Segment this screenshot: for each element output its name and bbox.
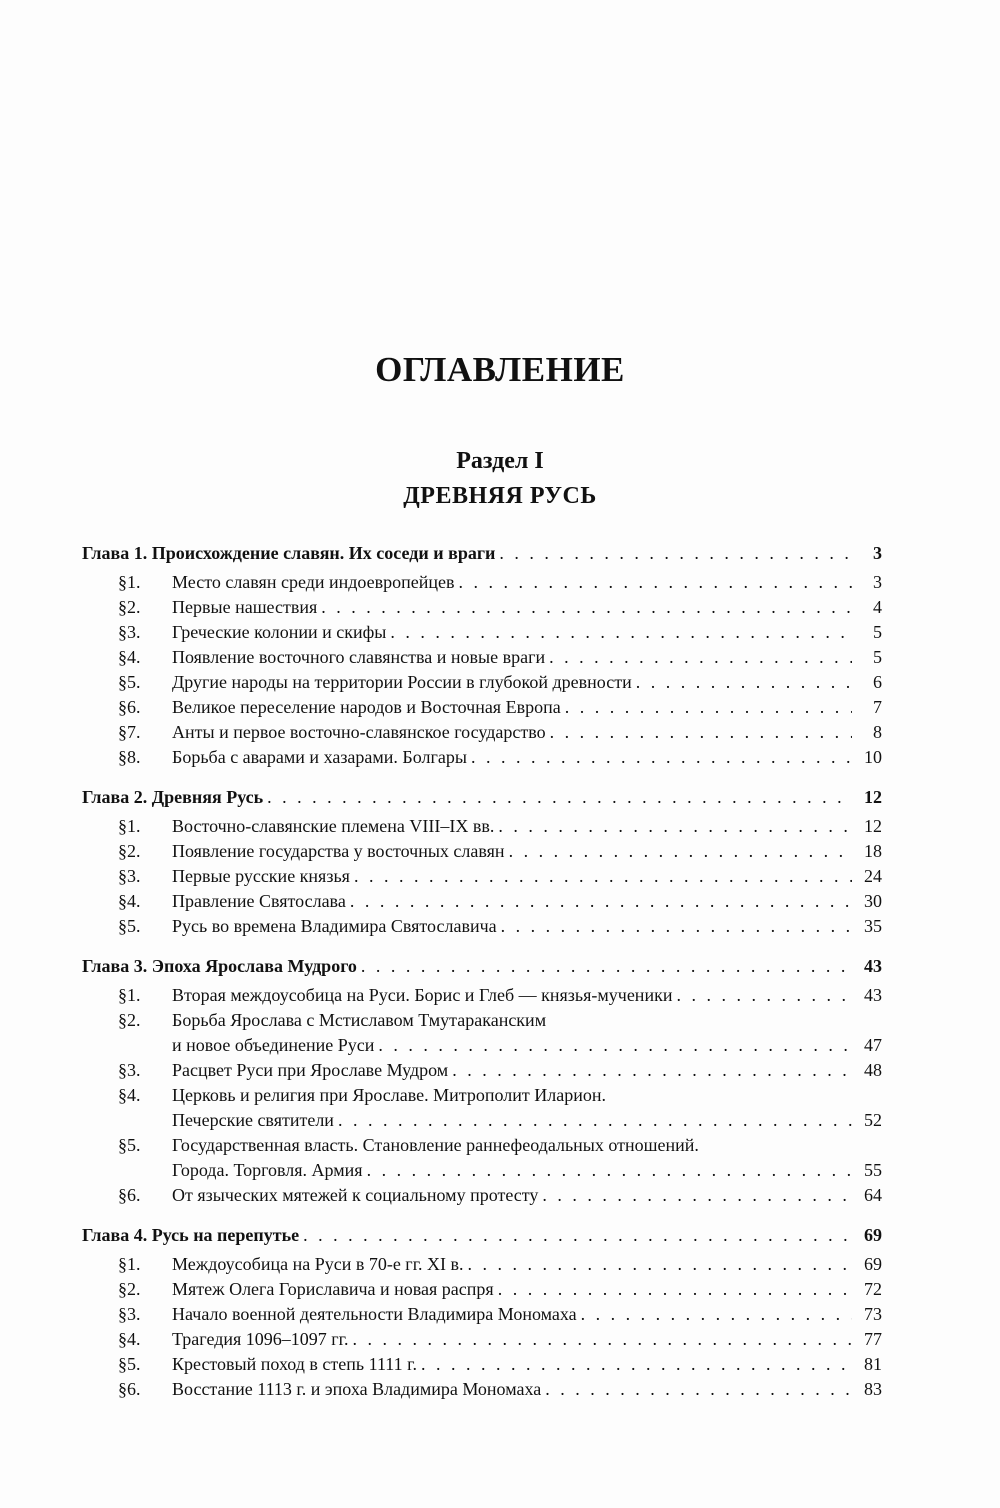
dot-leader <box>501 917 852 935</box>
entry-body <box>172 1302 882 1327</box>
dot-leader <box>581 1305 852 1323</box>
section-number: §8. <box>118 747 141 767</box>
section-number: §5. <box>118 1354 141 1374</box>
entry-page-number: 35 <box>864 916 882 936</box>
toc-entry <box>82 620 882 645</box>
section-number: §2. <box>118 597 141 617</box>
entry-body <box>172 983 882 1008</box>
section-number: §1. <box>118 1254 141 1274</box>
entry-body <box>172 695 882 720</box>
toc-entry <box>82 1183 882 1208</box>
entry-title: Появление государства у восточных славян <box>172 841 505 861</box>
toc-entry <box>82 1058 882 1083</box>
entry-page-number: 48 <box>864 1060 882 1080</box>
dot-leader <box>267 788 852 806</box>
toc-entry <box>82 914 882 939</box>
dot-leader <box>361 957 852 975</box>
entry-title: Первые русские князья <box>172 866 350 886</box>
entry-page-number: 18 <box>864 841 882 861</box>
entry-last-line <box>172 889 882 914</box>
section-number: §2. <box>118 1279 141 1299</box>
dot-leader <box>452 1061 852 1079</box>
entry-page-number: 6 <box>873 672 882 692</box>
toc-entry <box>82 839 882 864</box>
entry-last-line <box>172 720 882 745</box>
entry-title: Великое переселение народов и Восточная Европа <box>172 697 561 717</box>
dot-leader <box>498 1280 852 1298</box>
entry-title: Расцвет Руси при Ярославе Мудром <box>172 1060 449 1080</box>
section-number: §6. <box>118 1185 141 1205</box>
toc-entry <box>82 1352 882 1377</box>
entry-body <box>172 645 882 670</box>
section-number: §3. <box>118 1060 141 1080</box>
entry-last-line <box>172 839 882 864</box>
chapter-heading <box>82 784 882 810</box>
entry-body <box>172 914 882 939</box>
chapter-title: Глава 3. Эпоха Ярослава Мудрого <box>82 956 357 976</box>
toc-entry <box>82 1277 882 1302</box>
entry-title: Правление Святослава <box>172 891 346 911</box>
entry-body <box>172 1352 882 1377</box>
entry-page-number: 12 <box>864 816 882 836</box>
entry-title: Мятеж Олега Гориславича и новая распря <box>172 1279 494 1299</box>
entry-page-number: 24 <box>864 866 882 886</box>
entry-page-number: 81 <box>864 1354 882 1374</box>
section-label: Раздел I <box>456 448 544 474</box>
dot-leader <box>378 1036 852 1054</box>
entry-body <box>172 720 882 745</box>
dot-leader <box>549 648 852 666</box>
entry-title: Первые нашествия <box>172 597 318 617</box>
section-number: §1. <box>118 985 141 1005</box>
entry-title: Трагедия 1096–1097 гг. <box>172 1329 349 1349</box>
entry-last-line <box>172 1183 882 1208</box>
entry-title: От языческих мятежей к социальному протесту <box>172 1185 539 1205</box>
entry-body <box>172 889 882 914</box>
entry-page-number: 4 <box>873 597 882 617</box>
entry-last-line <box>172 1352 882 1377</box>
entry-page-number: 5 <box>873 622 882 642</box>
chapter-page-number: 69 <box>864 1225 882 1245</box>
entry-body <box>172 1183 882 1208</box>
dot-leader <box>498 817 852 835</box>
toc-entry <box>82 645 882 670</box>
entry-body <box>172 570 882 595</box>
entry-page-number: 30 <box>864 891 882 911</box>
table-of-contents <box>82 540 882 1416</box>
entry-last-line <box>172 1058 882 1083</box>
entry-title: Печерские святители <box>172 1110 334 1130</box>
entry-last-line <box>172 745 882 770</box>
entry-title: Начало военной деятельности Владимира Мономаха <box>172 1304 577 1324</box>
dot-leader <box>303 1226 852 1244</box>
entry-title: Борьба с аварами и хазарами. Болгары <box>172 747 467 767</box>
entry-last-line <box>172 620 882 645</box>
toc-chapter <box>82 1222 882 1402</box>
dot-leader <box>468 1255 852 1273</box>
entry-last-line <box>172 1252 882 1277</box>
entry-last-line <box>172 1327 882 1352</box>
entry-page-number: 5 <box>873 647 882 667</box>
entry-last-line <box>172 1377 882 1402</box>
entry-title-line: Государственная власть. Становление раннефеодальных отношений. <box>172 1135 699 1155</box>
section-number: §5. <box>118 916 141 936</box>
section-number: §7. <box>118 722 141 742</box>
entry-last-line <box>172 1033 882 1058</box>
toc-entry <box>82 889 882 914</box>
toc-chapter <box>82 784 882 939</box>
entry-page-number: 69 <box>864 1254 882 1274</box>
entry-title: Анты и первое восточно-славянское государство <box>172 722 546 742</box>
entry-title: Русь во времена Владимира Святославича <box>172 916 497 936</box>
entry-page-number: 52 <box>864 1110 882 1130</box>
dot-leader <box>509 842 852 860</box>
entry-body <box>172 1133 882 1183</box>
toc-entry <box>82 1008 882 1058</box>
entry-body <box>172 620 882 645</box>
entry-title: и новое объединение Руси <box>172 1035 375 1055</box>
entry-body <box>172 814 882 839</box>
entry-page-number: 72 <box>864 1279 882 1299</box>
entry-title-line: Церковь и религия при Ярославе. Митрополит Иларион. <box>172 1085 606 1105</box>
dot-leader <box>459 573 853 591</box>
toc-entry <box>82 695 882 720</box>
dot-leader <box>367 1161 852 1179</box>
dot-leader <box>338 1111 852 1129</box>
entry-title: Междоусобица на Руси в 70-е гг. XI в. <box>172 1254 464 1274</box>
toc-entry <box>82 1377 882 1402</box>
entry-title: Вторая междоусобица на Руси. Борис и Глеб — князья-мученики <box>172 985 673 1005</box>
entry-body <box>172 745 882 770</box>
section-number: §4. <box>118 891 141 911</box>
entry-body <box>172 1277 882 1302</box>
entry-title: Города. Торговля. Армия <box>172 1160 363 1180</box>
section-number: §3. <box>118 1304 141 1324</box>
chapter-title: Глава 2. Древняя Русь <box>82 787 264 807</box>
chapter-title: Глава 1. Происхождение славян. Их соседи и враги <box>82 543 496 563</box>
entry-last-line <box>172 670 882 695</box>
toc-entry <box>82 670 882 695</box>
toc-entry <box>82 720 882 745</box>
toc-entry <box>82 864 882 889</box>
dot-leader <box>550 723 852 741</box>
entry-body <box>172 864 882 889</box>
toc-entry <box>82 570 882 595</box>
entry-last-line <box>172 595 882 620</box>
entry-title: Место славян среди индоевропейцев <box>172 572 455 592</box>
toc-chapter <box>82 953 882 1208</box>
section-number: §4. <box>118 647 141 667</box>
entry-last-line <box>172 814 882 839</box>
section-number: §2. <box>118 841 141 861</box>
section-title: ДРЕВНЯЯ РУСЬ <box>403 483 597 509</box>
chapter-page-number: 3 <box>873 543 882 563</box>
entry-last-line <box>172 1277 882 1302</box>
entry-body <box>172 670 882 695</box>
entry-page-number: 83 <box>864 1379 882 1399</box>
entry-last-line <box>172 914 882 939</box>
section-number: §6. <box>118 697 141 717</box>
chapter-heading <box>82 540 882 566</box>
section-number: §4. <box>118 1329 141 1349</box>
entry-body <box>172 1058 882 1083</box>
entry-page-number: 47 <box>864 1035 882 1055</box>
section-number: §3. <box>118 866 141 886</box>
chapter-heading <box>82 953 882 979</box>
toc-entry <box>82 745 882 770</box>
entry-last-line <box>172 1108 882 1133</box>
dot-leader <box>499 544 852 562</box>
entry-last-line <box>172 1158 882 1183</box>
entry-page-number: 73 <box>864 1304 882 1324</box>
entry-title: Другие народы на территории России в глубокой древности <box>172 672 632 692</box>
entry-last-line <box>172 1302 882 1327</box>
dot-leader <box>321 598 852 616</box>
dot-leader <box>471 748 852 766</box>
entry-page-number: 10 <box>864 747 882 767</box>
section-number: §5. <box>118 672 141 692</box>
entry-page-number: 77 <box>864 1329 882 1349</box>
toc-entry <box>82 1252 882 1277</box>
entry-page-number: 8 <box>873 722 882 742</box>
entry-title: Греческие колонии и скифы <box>172 622 387 642</box>
dot-leader <box>350 892 852 910</box>
dot-leader <box>636 673 852 691</box>
entry-title: Крестовый поход в степь 1111 г. <box>172 1354 417 1374</box>
toc-entry <box>82 1302 882 1327</box>
section-number: §2. <box>118 1010 141 1030</box>
dot-leader <box>353 1330 852 1348</box>
dot-leader <box>545 1380 852 1398</box>
chapter-title: Глава 4. Русь на перепутье <box>82 1225 300 1245</box>
toc-entry <box>82 1133 882 1183</box>
entry-page-number: 7 <box>873 697 882 717</box>
entry-body <box>172 1327 882 1352</box>
toc-chapter <box>82 540 882 770</box>
section-number: §1. <box>118 816 141 836</box>
section-number: §1. <box>118 572 141 592</box>
toc-entry <box>82 814 882 839</box>
dot-leader <box>354 867 852 885</box>
toc-entry <box>82 1083 882 1133</box>
entry-last-line <box>172 645 882 670</box>
dot-leader <box>421 1355 852 1373</box>
entry-title-line: Борьба Ярослава с Мстиславом Тмутараканским <box>172 1010 547 1030</box>
section-number: §3. <box>118 622 141 642</box>
dot-leader <box>390 623 852 641</box>
entry-title: Восстание 1113 г. и эпоха Владимира Мономаха <box>172 1379 542 1399</box>
entry-body <box>172 1083 882 1133</box>
section-number: §5. <box>118 1135 141 1155</box>
entry-last-line <box>172 983 882 1008</box>
entry-title: Появление восточного славянства и новые враги <box>172 647 546 667</box>
entry-body <box>172 1377 882 1402</box>
toc-entry <box>82 1327 882 1352</box>
entry-body <box>172 595 882 620</box>
dot-leader <box>542 1186 852 1204</box>
section-number: §4. <box>118 1085 141 1105</box>
entry-title: Восточно-славянские племена VIII–IX вв. <box>172 816 495 836</box>
entry-page-number: 3 <box>873 572 882 592</box>
entry-last-line <box>172 570 882 595</box>
entry-page-number: 43 <box>864 985 882 1005</box>
chapter-page-number: 43 <box>864 956 882 976</box>
section-number: §6. <box>118 1379 141 1399</box>
chapter-heading <box>82 1222 882 1248</box>
toc-entry <box>82 983 882 1008</box>
toc-entry <box>82 595 882 620</box>
entry-page-number: 64 <box>864 1185 882 1205</box>
dot-leader <box>676 986 852 1004</box>
chapter-page-number: 12 <box>864 787 882 807</box>
entry-body <box>172 839 882 864</box>
page-title: ОГЛАВЛЕНИЕ <box>375 350 625 389</box>
entry-body <box>172 1008 882 1058</box>
entry-page-number: 55 <box>864 1160 882 1180</box>
entry-last-line <box>172 695 882 720</box>
dot-leader <box>565 698 852 716</box>
entry-last-line <box>172 864 882 889</box>
entry-body <box>172 1252 882 1277</box>
